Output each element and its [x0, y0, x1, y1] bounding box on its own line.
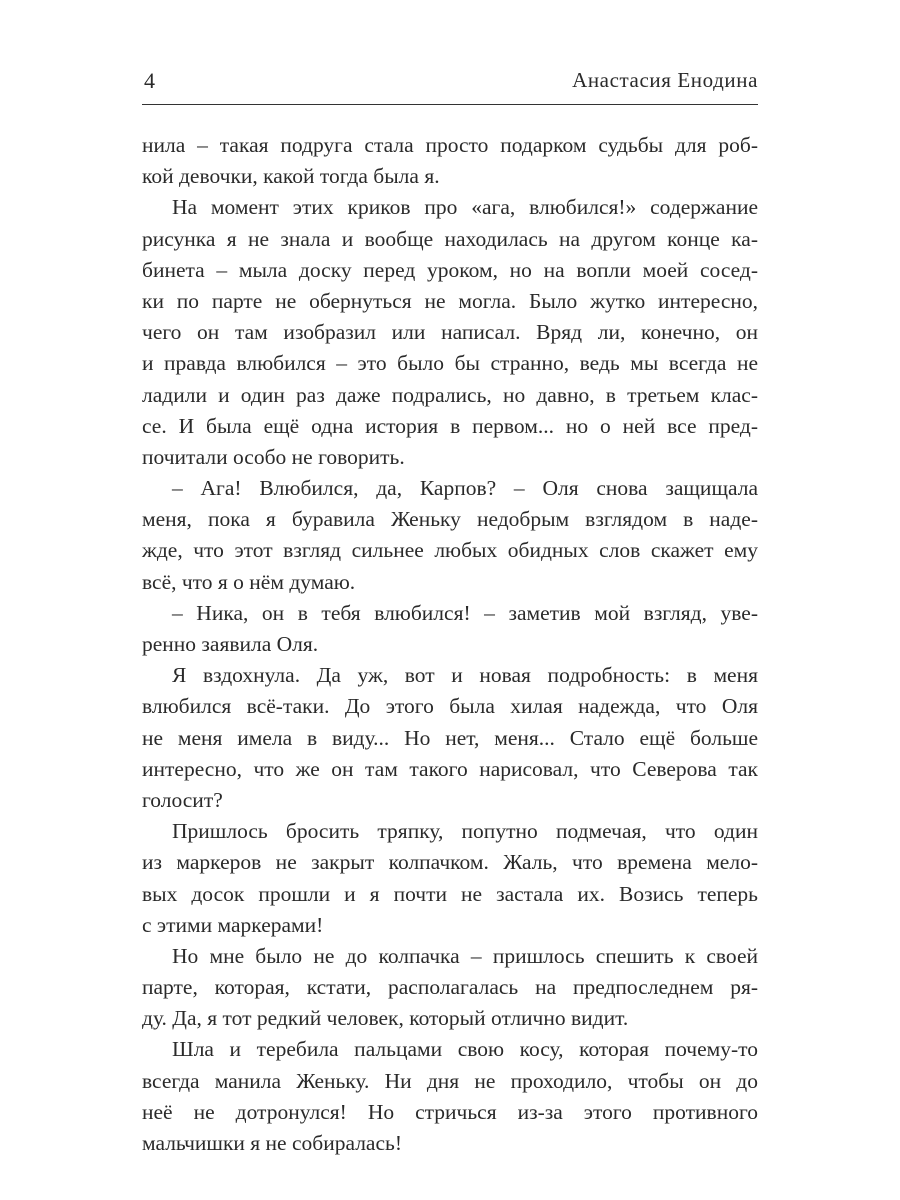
text-line: голосит?	[142, 787, 223, 812]
text-line: Шла и теребила пальцами свою косу, которая почему-то	[172, 1037, 758, 1062]
text-line: всё, что я о нём думаю.	[142, 569, 356, 594]
text-line: нила – такая подруга стала просто подарком судьбы для роб-	[142, 133, 758, 157]
text-line: вых досок прошли и я почти не застала их. Возись теперь	[142, 881, 758, 906]
text-line: из маркеров не закрыт колпачком. Жаль, что времена мело-	[142, 850, 758, 875]
text-line: интересно, что же он там такого нарисовал, что Северова так	[142, 756, 758, 781]
text-line: ду. Да, я тот редкий человек, который отлично видит.	[142, 1006, 629, 1031]
text-line: мальчишки я не собиралась!	[142, 1131, 402, 1155]
text-line: не меня имела в виду... Но нет, меня... Стало ещё больше	[142, 725, 758, 750]
text-line: меня, пока я буравила Женьку недобрым взглядом в наде-	[142, 507, 758, 532]
text-line: – Ника, он в тебя влюбился! – заметив мой взгляд, уве-	[172, 600, 758, 625]
text-line: с этими маркерами!	[142, 912, 324, 937]
text-line: всегда манила Женьку. Ни дня не проходило, чтобы он до	[142, 1068, 758, 1093]
text-line: Но мне было не до колпачка – пришлось спешить к своей	[172, 943, 758, 968]
text-line: неё не дотронулся! Но стричься из-за этого противного	[142, 1099, 758, 1124]
text-line: чего он там изобразил или написал. Вряд ли, конечно, он	[142, 320, 758, 345]
text-line: и правда влюбился – это было бы странно, ведь мы всегда не	[142, 351, 758, 376]
running-head	[142, 66, 758, 105]
body-text	[142, 130, 758, 1159]
text-line: почитали особо не говорить.	[142, 444, 405, 469]
text-line: Я вздохнула. Да уж, вот и новая подробность: в меня	[172, 663, 758, 688]
text-line: ренно заявила Оля.	[142, 632, 319, 656]
page-number: 4	[144, 68, 155, 93]
text-line: влюбился всё-таки. До этого была хилая надежда, что Оля	[142, 694, 758, 719]
text-line: бинета – мыла доску перед уроком, но на вопли моей сосед-	[142, 257, 758, 282]
text-line: жде, что этот взгляд сильнее любых обидных слов скажет ему	[142, 538, 758, 563]
text-line: парте, которая, кстати, располагалась на предпоследнем ря-	[142, 975, 758, 1000]
running-head-author: Анастасия Енодина	[572, 68, 758, 92]
text-line: – Ага! Влюбился, да, Карпов? – Оля снова защищала	[172, 476, 758, 501]
text-line: ки по парте не обернуться не могла. Было жутко интересно,	[142, 288, 758, 313]
text-line: ладили и один раз даже подрались, но давно, в третьем клас-	[142, 382, 758, 407]
text-line: се. И была ещё одна история в первом... но о ней все пред-	[142, 413, 758, 438]
text-line: На момент этих криков про «ага, влюбился!» содержание	[172, 195, 758, 220]
text-line: рисунка я не знала и вообще находилась на другом конце ка-	[142, 226, 758, 251]
text-line: кой девочки, какой тогда была я.	[142, 164, 440, 189]
text-line: Пришлось бросить тряпку, попутно подмечая, что один	[172, 819, 758, 844]
